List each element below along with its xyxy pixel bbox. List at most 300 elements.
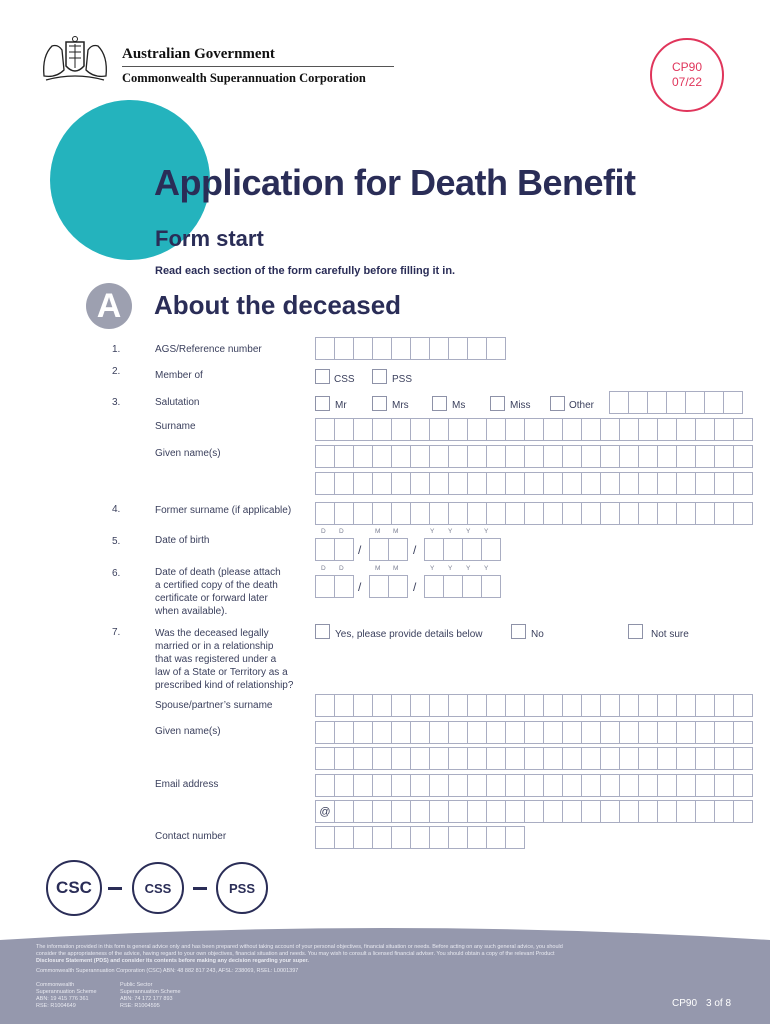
character-cell[interactable] bbox=[723, 391, 743, 414]
character-cell[interactable] bbox=[600, 747, 620, 770]
character-cell[interactable] bbox=[429, 826, 449, 849]
character-cell[interactable] bbox=[353, 337, 373, 360]
character-cell[interactable] bbox=[505, 800, 525, 823]
character-cell[interactable] bbox=[334, 472, 354, 495]
character-cell[interactable] bbox=[581, 800, 601, 823]
character-cell[interactable] bbox=[505, 445, 525, 468]
character-cell[interactable] bbox=[372, 774, 392, 797]
character-cell[interactable] bbox=[462, 575, 482, 598]
character-cell[interactable] bbox=[505, 721, 525, 744]
character-cell[interactable] bbox=[429, 800, 449, 823]
character-cell[interactable] bbox=[372, 694, 392, 717]
character-cell[interactable] bbox=[429, 747, 449, 770]
character-cell[interactable] bbox=[619, 747, 639, 770]
character-cell[interactable] bbox=[714, 418, 734, 441]
character-cell[interactable] bbox=[600, 418, 620, 441]
character-cell[interactable] bbox=[657, 800, 677, 823]
character-cell[interactable] bbox=[486, 445, 506, 468]
character-cell[interactable] bbox=[543, 800, 563, 823]
character-cell[interactable] bbox=[334, 538, 354, 561]
character-cell[interactable] bbox=[462, 538, 482, 561]
character-cell[interactable] bbox=[695, 747, 715, 770]
character-cell[interactable] bbox=[467, 694, 487, 717]
character-cell[interactable] bbox=[714, 472, 734, 495]
character-cell[interactable] bbox=[581, 721, 601, 744]
character-cell[interactable] bbox=[676, 445, 696, 468]
character-cell[interactable] bbox=[467, 800, 487, 823]
css-checkbox[interactable] bbox=[315, 369, 330, 384]
character-cell[interactable] bbox=[486, 472, 506, 495]
character-cell[interactable] bbox=[467, 337, 487, 360]
character-cell[interactable] bbox=[524, 694, 544, 717]
character-cell[interactable] bbox=[443, 538, 463, 561]
character-cell[interactable] bbox=[372, 472, 392, 495]
character-cell[interactable] bbox=[481, 538, 501, 561]
character-cell[interactable] bbox=[486, 337, 506, 360]
character-cell[interactable] bbox=[353, 721, 373, 744]
former-surname-input[interactable] bbox=[315, 502, 752, 525]
character-cell[interactable] bbox=[334, 826, 354, 849]
character-cell[interactable] bbox=[429, 445, 449, 468]
character-cell[interactable] bbox=[600, 445, 620, 468]
character-cell[interactable] bbox=[505, 418, 525, 441]
character-cell[interactable] bbox=[657, 721, 677, 744]
character-cell[interactable] bbox=[410, 826, 430, 849]
character-cell[interactable] bbox=[600, 502, 620, 525]
character-cell[interactable] bbox=[543, 472, 563, 495]
pss-checkbox[interactable] bbox=[372, 369, 387, 384]
character-cell[interactable] bbox=[581, 694, 601, 717]
dod-hint-y3: Y bbox=[466, 565, 471, 572]
instructions: Read each section of the form carefully before filling it in. bbox=[155, 265, 456, 277]
character-cell[interactable] bbox=[695, 800, 715, 823]
dob-day-input[interactable] bbox=[315, 538, 353, 561]
character-cell[interactable] bbox=[581, 472, 601, 495]
character-cell[interactable] bbox=[353, 774, 373, 797]
character-cell[interactable] bbox=[619, 502, 639, 525]
character-cell[interactable] bbox=[581, 418, 601, 441]
character-cell[interactable] bbox=[733, 694, 753, 717]
character-cell[interactable] bbox=[410, 418, 430, 441]
character-cell[interactable] bbox=[486, 502, 506, 525]
character-cell[interactable] bbox=[638, 721, 658, 744]
character-cell[interactable] bbox=[315, 472, 335, 495]
given-names-input-2[interactable] bbox=[315, 472, 752, 495]
character-cell[interactable] bbox=[372, 747, 392, 770]
character-cell[interactable] bbox=[600, 472, 620, 495]
character-cell[interactable] bbox=[334, 445, 354, 468]
character-cell[interactable] bbox=[410, 721, 430, 744]
character-cell[interactable] bbox=[543, 502, 563, 525]
mrs-checkbox[interactable] bbox=[372, 396, 387, 411]
character-cell[interactable] bbox=[334, 418, 354, 441]
spouse-surname-label: Spouse/partner’s surname bbox=[155, 700, 273, 711]
character-cell[interactable] bbox=[372, 800, 392, 823]
character-cell[interactable] bbox=[353, 694, 373, 717]
character-cell[interactable] bbox=[543, 774, 563, 797]
character-cell[interactable] bbox=[524, 800, 544, 823]
spouse-surname-input[interactable] bbox=[315, 694, 752, 717]
character-cell[interactable] bbox=[733, 721, 753, 744]
character-cell[interactable] bbox=[410, 472, 430, 495]
footer-col2-line: RSE: R1004595 bbox=[120, 1003, 160, 1009]
character-cell[interactable] bbox=[448, 826, 468, 849]
disclaimer-line: consider the appropriateness of the advice, having regard to your own objectives, financial situation and needs. You may wish to consult a licensed financial adviser. You should obtain a copy of the relevant Product bbox=[36, 951, 555, 957]
character-cell[interactable] bbox=[505, 694, 525, 717]
character-cell[interactable] bbox=[486, 826, 506, 849]
q1-number: 1. bbox=[112, 344, 121, 355]
character-cell[interactable] bbox=[543, 418, 563, 441]
character-cell[interactable] bbox=[619, 472, 639, 495]
spouse-given-names-input[interactable] bbox=[315, 721, 752, 744]
character-cell[interactable] bbox=[638, 694, 658, 717]
character-cell[interactable] bbox=[486, 800, 506, 823]
character-cell[interactable] bbox=[638, 774, 658, 797]
character-cell[interactable] bbox=[543, 694, 563, 717]
character-cell[interactable] bbox=[695, 418, 715, 441]
character-cell[interactable] bbox=[388, 538, 408, 561]
character-cell[interactable] bbox=[315, 445, 335, 468]
character-cell[interactable] bbox=[562, 747, 582, 770]
character-cell[interactable] bbox=[486, 418, 506, 441]
character-cell[interactable] bbox=[714, 721, 734, 744]
character-cell[interactable] bbox=[524, 445, 544, 468]
character-cell[interactable] bbox=[714, 502, 734, 525]
character-cell[interactable] bbox=[353, 418, 373, 441]
character-cell[interactable] bbox=[543, 445, 563, 468]
character-cell[interactable] bbox=[714, 800, 734, 823]
character-cell[interactable] bbox=[657, 418, 677, 441]
character-cell[interactable] bbox=[733, 747, 753, 770]
other-checkbox[interactable] bbox=[550, 396, 565, 411]
character-cell[interactable] bbox=[429, 418, 449, 441]
character-cell[interactable] bbox=[676, 774, 696, 797]
character-cell[interactable] bbox=[448, 721, 468, 744]
character-cell[interactable] bbox=[448, 445, 468, 468]
character-cell[interactable] bbox=[619, 774, 639, 797]
character-cell[interactable] bbox=[562, 418, 582, 441]
character-cell[interactable] bbox=[562, 774, 582, 797]
character-cell[interactable] bbox=[315, 774, 335, 797]
character-cell[interactable] bbox=[543, 721, 563, 744]
character-cell[interactable] bbox=[391, 445, 411, 468]
character-cell[interactable] bbox=[369, 538, 389, 561]
spouse-given-names-input-2[interactable] bbox=[315, 747, 752, 770]
character-cell[interactable] bbox=[638, 502, 658, 525]
character-cell[interactable] bbox=[714, 694, 734, 717]
character-cell[interactable] bbox=[657, 472, 677, 495]
css-logo: CSS bbox=[132, 862, 184, 914]
character-cell[interactable] bbox=[448, 694, 468, 717]
character-cell[interactable] bbox=[695, 694, 715, 717]
character-cell[interactable] bbox=[562, 472, 582, 495]
character-cell[interactable] bbox=[481, 575, 501, 598]
relationship-not-sure-checkbox[interactable] bbox=[628, 624, 643, 639]
character-cell[interactable] bbox=[562, 502, 582, 525]
character-cell[interactable] bbox=[676, 800, 696, 823]
relationship-no-checkbox[interactable] bbox=[511, 624, 526, 639]
character-cell[interactable] bbox=[448, 502, 468, 525]
ms-checkbox[interactable] bbox=[432, 396, 447, 411]
character-cell[interactable] bbox=[429, 694, 449, 717]
character-cell[interactable] bbox=[619, 800, 639, 823]
character-cell[interactable] bbox=[429, 502, 449, 525]
form-code-badge bbox=[650, 38, 724, 112]
character-cell[interactable] bbox=[695, 472, 715, 495]
character-cell[interactable] bbox=[391, 800, 411, 823]
character-cell[interactable] bbox=[391, 472, 411, 495]
character-cell[interactable] bbox=[733, 418, 753, 441]
dod-slash-1: / bbox=[358, 580, 362, 594]
character-cell[interactable] bbox=[372, 418, 392, 441]
character-cell[interactable] bbox=[695, 502, 715, 525]
character-cell[interactable] bbox=[391, 774, 411, 797]
dob-hint-d2: D bbox=[339, 528, 344, 535]
character-cell[interactable] bbox=[467, 418, 487, 441]
reference-number-input[interactable] bbox=[315, 337, 505, 360]
dob-year-input[interactable] bbox=[424, 538, 500, 561]
character-cell[interactable] bbox=[676, 502, 696, 525]
dod-year-input[interactable] bbox=[424, 575, 500, 598]
character-cell[interactable] bbox=[543, 747, 563, 770]
character-cell[interactable] bbox=[315, 575, 335, 598]
character-cell[interactable] bbox=[410, 445, 430, 468]
character-cell[interactable] bbox=[315, 538, 335, 561]
character-cell[interactable] bbox=[467, 472, 487, 495]
character-cell[interactable] bbox=[619, 721, 639, 744]
character-cell[interactable] bbox=[391, 418, 411, 441]
character-cell[interactable] bbox=[315, 337, 335, 360]
character-cell[interactable] bbox=[600, 721, 620, 744]
email-input-domain[interactable] bbox=[315, 800, 752, 823]
character-cell[interactable] bbox=[467, 445, 487, 468]
character-cell[interactable] bbox=[524, 747, 544, 770]
character-cell[interactable]: @ bbox=[315, 800, 335, 823]
character-cell[interactable] bbox=[505, 747, 525, 770]
character-cell[interactable] bbox=[467, 774, 487, 797]
character-cell[interactable] bbox=[467, 826, 487, 849]
dod-hint-d1: D bbox=[321, 565, 326, 572]
character-cell[interactable] bbox=[334, 337, 354, 360]
other-salutation-input[interactable] bbox=[609, 391, 742, 414]
character-cell[interactable] bbox=[714, 774, 734, 797]
character-cell[interactable] bbox=[562, 800, 582, 823]
character-cell[interactable] bbox=[372, 502, 392, 525]
character-cell[interactable] bbox=[429, 472, 449, 495]
character-cell[interactable] bbox=[619, 694, 639, 717]
character-cell[interactable] bbox=[315, 694, 335, 717]
character-cell[interactable] bbox=[353, 445, 373, 468]
character-cell[interactable] bbox=[486, 721, 506, 744]
character-cell[interactable] bbox=[467, 747, 487, 770]
character-cell[interactable] bbox=[733, 445, 753, 468]
character-cell[interactable] bbox=[638, 800, 658, 823]
dod-day-input[interactable] bbox=[315, 575, 353, 598]
mr-checkbox[interactable] bbox=[315, 396, 330, 411]
character-cell[interactable] bbox=[467, 502, 487, 525]
character-cell[interactable] bbox=[353, 800, 373, 823]
character-cell[interactable] bbox=[657, 774, 677, 797]
character-cell[interactable] bbox=[676, 472, 696, 495]
character-cell[interactable] bbox=[429, 721, 449, 744]
character-cell[interactable] bbox=[505, 826, 525, 849]
character-cell[interactable] bbox=[448, 774, 468, 797]
character-cell[interactable] bbox=[391, 694, 411, 717]
miss-checkbox[interactable] bbox=[490, 396, 505, 411]
character-cell[interactable] bbox=[609, 391, 629, 414]
dod-hint-y2: Y bbox=[448, 565, 453, 572]
footer-disclaimer bbox=[36, 944, 736, 975]
dob-month-input[interactable] bbox=[369, 538, 407, 561]
character-cell[interactable] bbox=[628, 391, 648, 414]
character-cell[interactable] bbox=[353, 747, 373, 770]
character-cell[interactable] bbox=[410, 774, 430, 797]
character-cell[interactable] bbox=[695, 774, 715, 797]
character-cell[interactable] bbox=[733, 472, 753, 495]
character-cell[interactable] bbox=[429, 337, 449, 360]
character-cell[interactable] bbox=[619, 418, 639, 441]
ms-option-label: Ms bbox=[452, 400, 466, 411]
character-cell[interactable] bbox=[676, 694, 696, 717]
q6-label-line: certificate or forward later bbox=[155, 593, 268, 604]
surname-input[interactable] bbox=[315, 418, 752, 441]
government-title: Australian Government bbox=[122, 46, 275, 62]
contact-number-input[interactable] bbox=[315, 826, 524, 849]
character-cell[interactable] bbox=[524, 418, 544, 441]
character-cell[interactable] bbox=[486, 747, 506, 770]
character-cell[interactable] bbox=[372, 826, 392, 849]
character-cell[interactable] bbox=[388, 575, 408, 598]
character-cell[interactable] bbox=[353, 472, 373, 495]
character-cell[interactable] bbox=[695, 445, 715, 468]
dod-month-input[interactable] bbox=[369, 575, 407, 598]
character-cell[interactable] bbox=[714, 445, 734, 468]
character-cell[interactable] bbox=[429, 774, 449, 797]
character-cell[interactable] bbox=[448, 418, 468, 441]
character-cell[interactable] bbox=[372, 721, 392, 744]
character-cell[interactable] bbox=[638, 747, 658, 770]
character-cell[interactable] bbox=[486, 774, 506, 797]
character-cell[interactable] bbox=[369, 575, 389, 598]
character-cell[interactable] bbox=[391, 721, 411, 744]
character-cell[interactable] bbox=[600, 694, 620, 717]
email-input[interactable] bbox=[315, 774, 752, 797]
character-cell[interactable] bbox=[562, 445, 582, 468]
character-cell[interactable] bbox=[334, 800, 354, 823]
character-cell[interactable] bbox=[448, 337, 468, 360]
character-cell[interactable] bbox=[505, 774, 525, 797]
character-cell[interactable] bbox=[600, 774, 620, 797]
character-cell[interactable] bbox=[524, 721, 544, 744]
section-title: About the deceased bbox=[154, 290, 402, 320]
relationship-yes-checkbox[interactable] bbox=[315, 624, 330, 639]
character-cell[interactable] bbox=[695, 721, 715, 744]
character-cell[interactable] bbox=[353, 502, 373, 525]
character-cell[interactable] bbox=[334, 502, 354, 525]
character-cell[interactable] bbox=[638, 445, 658, 468]
character-cell[interactable] bbox=[581, 774, 601, 797]
character-cell[interactable] bbox=[315, 418, 335, 441]
character-cell[interactable] bbox=[334, 747, 354, 770]
character-cell[interactable] bbox=[353, 826, 373, 849]
character-cell[interactable] bbox=[391, 747, 411, 770]
character-cell[interactable] bbox=[657, 502, 677, 525]
character-cell[interactable] bbox=[467, 721, 487, 744]
character-cell[interactable] bbox=[581, 747, 601, 770]
character-cell[interactable] bbox=[505, 502, 525, 525]
pss-logo: PSS bbox=[216, 862, 268, 914]
character-cell[interactable] bbox=[600, 800, 620, 823]
character-cell[interactable] bbox=[638, 418, 658, 441]
character-cell[interactable] bbox=[524, 502, 544, 525]
character-cell[interactable] bbox=[410, 694, 430, 717]
character-cell[interactable] bbox=[334, 774, 354, 797]
character-cell[interactable] bbox=[315, 826, 335, 849]
character-cell[interactable] bbox=[315, 502, 335, 525]
character-cell[interactable] bbox=[448, 472, 468, 495]
character-cell[interactable] bbox=[714, 747, 734, 770]
character-cell[interactable] bbox=[486, 694, 506, 717]
character-cell[interactable] bbox=[372, 445, 392, 468]
character-cell[interactable] bbox=[391, 826, 411, 849]
given-names-input[interactable] bbox=[315, 445, 752, 468]
character-cell[interactable] bbox=[666, 391, 686, 414]
character-cell[interactable] bbox=[424, 538, 444, 561]
character-cell[interactable] bbox=[524, 774, 544, 797]
character-cell[interactable] bbox=[733, 502, 753, 525]
character-cell[interactable] bbox=[315, 747, 335, 770]
character-cell[interactable] bbox=[657, 445, 677, 468]
character-cell[interactable] bbox=[562, 694, 582, 717]
page-title: Application for Death Benefit bbox=[154, 162, 636, 203]
character-cell[interactable] bbox=[448, 800, 468, 823]
character-cell[interactable] bbox=[657, 747, 677, 770]
character-cell[interactable] bbox=[443, 575, 463, 598]
character-cell[interactable] bbox=[334, 575, 354, 598]
character-cell[interactable] bbox=[372, 337, 392, 360]
character-cell[interactable] bbox=[676, 747, 696, 770]
character-cell[interactable] bbox=[638, 472, 658, 495]
character-cell[interactable] bbox=[315, 721, 335, 744]
character-cell[interactable] bbox=[410, 747, 430, 770]
character-cell[interactable] bbox=[410, 337, 430, 360]
character-cell[interactable] bbox=[685, 391, 705, 414]
character-cell[interactable] bbox=[676, 418, 696, 441]
character-cell[interactable] bbox=[562, 721, 582, 744]
character-cell[interactable] bbox=[448, 747, 468, 770]
character-cell[interactable] bbox=[619, 445, 639, 468]
character-cell[interactable] bbox=[424, 575, 444, 598]
character-cell[interactable] bbox=[676, 721, 696, 744]
character-cell[interactable] bbox=[524, 472, 544, 495]
character-cell[interactable] bbox=[704, 391, 724, 414]
character-cell[interactable] bbox=[410, 502, 430, 525]
q5-number: 5. bbox=[112, 536, 121, 547]
character-cell[interactable] bbox=[581, 445, 601, 468]
character-cell[interactable] bbox=[391, 502, 411, 525]
character-cell[interactable] bbox=[410, 800, 430, 823]
character-cell[interactable] bbox=[581, 502, 601, 525]
q7-label-line: prescribed kind of relationship? bbox=[155, 680, 294, 691]
character-cell[interactable] bbox=[657, 694, 677, 717]
character-cell[interactable] bbox=[334, 721, 354, 744]
character-cell[interactable] bbox=[733, 800, 753, 823]
character-cell[interactable] bbox=[334, 694, 354, 717]
character-cell[interactable] bbox=[647, 391, 667, 414]
character-cell[interactable] bbox=[505, 472, 525, 495]
character-cell[interactable] bbox=[733, 774, 753, 797]
character-cell[interactable] bbox=[391, 337, 411, 360]
